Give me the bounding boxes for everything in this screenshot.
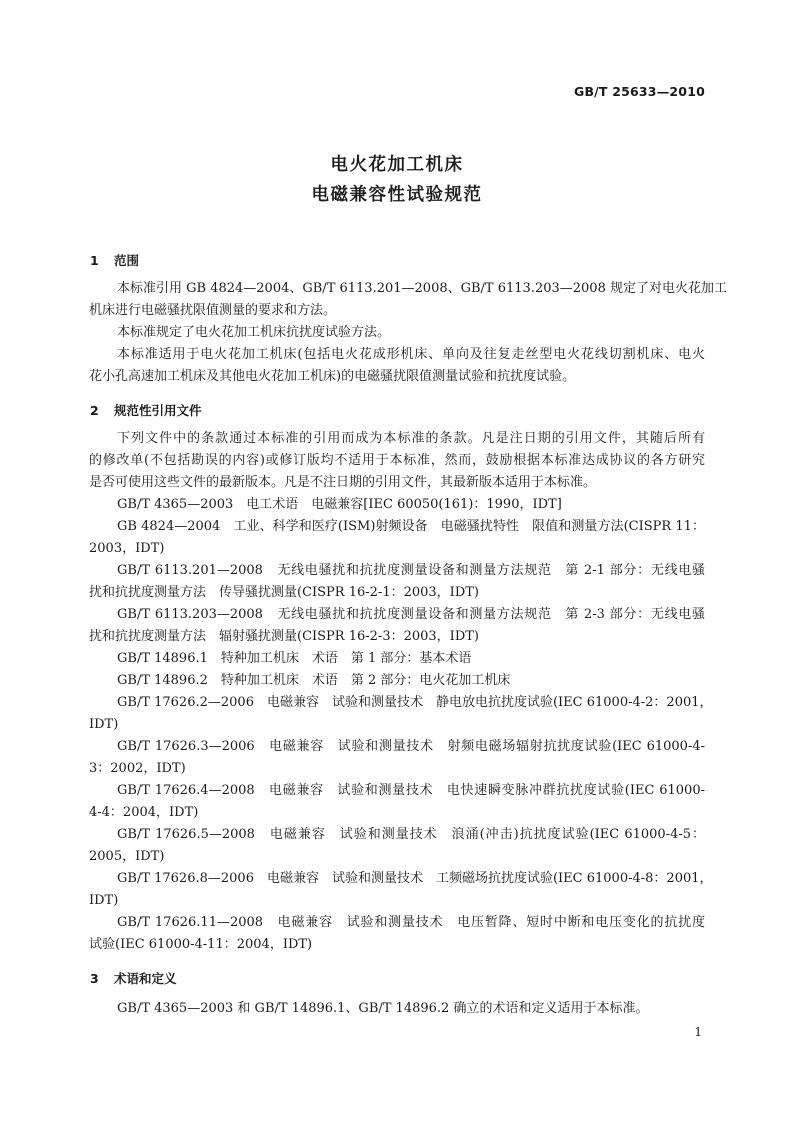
document-title-line-1: 电火花加工机床 — [330, 155, 464, 175]
reference-entry-cont: 3：2002，IDT) — [89, 761, 186, 776]
reference-entry: GB/T 6113.203—2008 无线电骚扰和抗扰度测量设备和测量方法规范 第 2-3 部分：无线电骚 — [117, 607, 705, 622]
paragraph-line: 本标准规定了电火花加工机床抗扰度试验方法。 — [117, 325, 391, 340]
section-title: 规范性引用文件 — [114, 403, 202, 418]
section-heading-scope — [90, 251, 139, 269]
reference-entry: GB/T 17626.5—2008 电磁兼容 试验和测量技术 浪涌(冲击)抗扰度试验(IEC 61000-4-5： — [117, 827, 705, 842]
reference-entry: GB/T 17626.3—2006 电磁兼容 试验和测量技术 射频电磁场辐射抗扰度试验(IEC 61000-4- — [117, 739, 705, 754]
paragraph-line: 本标准引用 GB 4824—2004、GB/T 6113.201—2008、GB/T 6113.203—2008 规定了对电火花加工 — [117, 281, 727, 296]
standard-number: GB/T 25633—2010 — [573, 84, 705, 99]
section-heading-normative-references — [90, 401, 202, 419]
reference-entry: GB/T 17626.2—2006 电磁兼容 试验和测量技术 静电放电抗扰度试验(IEC 61000-4-2：2001， — [117, 695, 713, 710]
paragraph-line: 的修改单(不包括勘误的内容)或修订版均不适用于本标准，然而，鼓励根据本标准达成协议的各方研究 — [89, 453, 705, 468]
paragraph-line: GB/T 4365—2003 和 GB/T 14896.1、GB/T 14896.2 确立的术语和定义适用于本标准。 — [117, 1001, 649, 1016]
paragraph-line: 花小孔高速加工机床及其他电火花加工机床)的电磁骚扰限值测量试验和抗扰度试验。 — [89, 369, 576, 384]
reference-entry: GB 4824—2004 工业、科学和医疗(ISM)射频设备 电磁骚扰特性 限值和测量方法(CISPR 11： — [117, 519, 705, 534]
reference-entry-cont: 2003，IDT) — [89, 541, 165, 556]
paragraph-line: 下列文件中的条款通过本标准的引用而成为本标准的条款。凡是注日期的引用文件，其随后所有 — [117, 431, 705, 446]
section-number: 1 — [90, 253, 99, 268]
reference-entry-cont: 扰和抗扰度测量方法 辐射骚扰测量(CISPR 16-2-3：2003，IDT) — [89, 629, 479, 644]
reference-entry-cont: 4-4：2004，IDT) — [89, 805, 199, 820]
reference-entry: GB/T 17626.4—2008 电磁兼容 试验和测量技术 电快速瞬变脉冲群抗扰度试验(IEC 61000- — [117, 783, 705, 798]
section-title: 术语和定义 — [114, 971, 177, 986]
page-number: 1 — [694, 1025, 702, 1039]
reference-entry: GB/T 4365—2003 电工术语 电磁兼容[IEC 60050(161)：1990，IDT] — [117, 497, 562, 512]
reference-entry: GB/T 17626.8—2006 电磁兼容 试验和测量技术 工频磁场抗扰度试验(IEC 61000-4-8：2001， — [117, 871, 713, 886]
section-number: 2 — [90, 403, 99, 418]
reference-entry: GB/T 17626.11—2008 电磁兼容 试验和测量技术 电压暂降、短时中断和电压变化的抗扰度 — [117, 915, 705, 930]
reference-entry-cont: IDT) — [89, 893, 119, 908]
reference-entry: GB/T 6113.201—2008 无线电骚扰和抗扰度测量设备和测量方法规范 第 2-1 部分：无线电骚 — [117, 563, 705, 578]
reference-entry-cont: 扰和抗扰度测量方法 传导骚扰测量(CISPR 16-2-1：2003，IDT) — [89, 585, 479, 600]
paragraph-line: 本标准适用于电火花加工机床(包括电火花成形机床、单向及往复走丝型电火花线切割机床、电火 — [117, 347, 705, 362]
reference-entry-cont: IDT) — [89, 717, 119, 732]
section-title: 范围 — [114, 253, 140, 268]
document-title-line-2: 电磁兼容性试验规范 — [311, 185, 483, 205]
section-heading-terms-and-definitions — [90, 969, 177, 987]
paragraph-line: 是否可使用这些文件的最新版本。凡是不注日期的引用文件，其最新版本适用于本标准。 — [89, 475, 597, 490]
paragraph-line: 机床进行电磁骚扰限值测量的要求和方法。 — [89, 303, 337, 318]
reference-entry-cont: 试验(IEC 61000-4-11：2004，IDT) — [89, 937, 313, 952]
reference-entry: GB/T 14896.2 特种加工机床 术语 第 2 部分：电火花加工机床 — [117, 673, 511, 688]
reference-entry: GB/T 14896.1 特种加工机床 术语 第 1 部分：基本术语 — [117, 651, 472, 666]
reference-entry-cont: 2005，IDT) — [89, 849, 165, 864]
section-number: 3 — [90, 971, 99, 986]
